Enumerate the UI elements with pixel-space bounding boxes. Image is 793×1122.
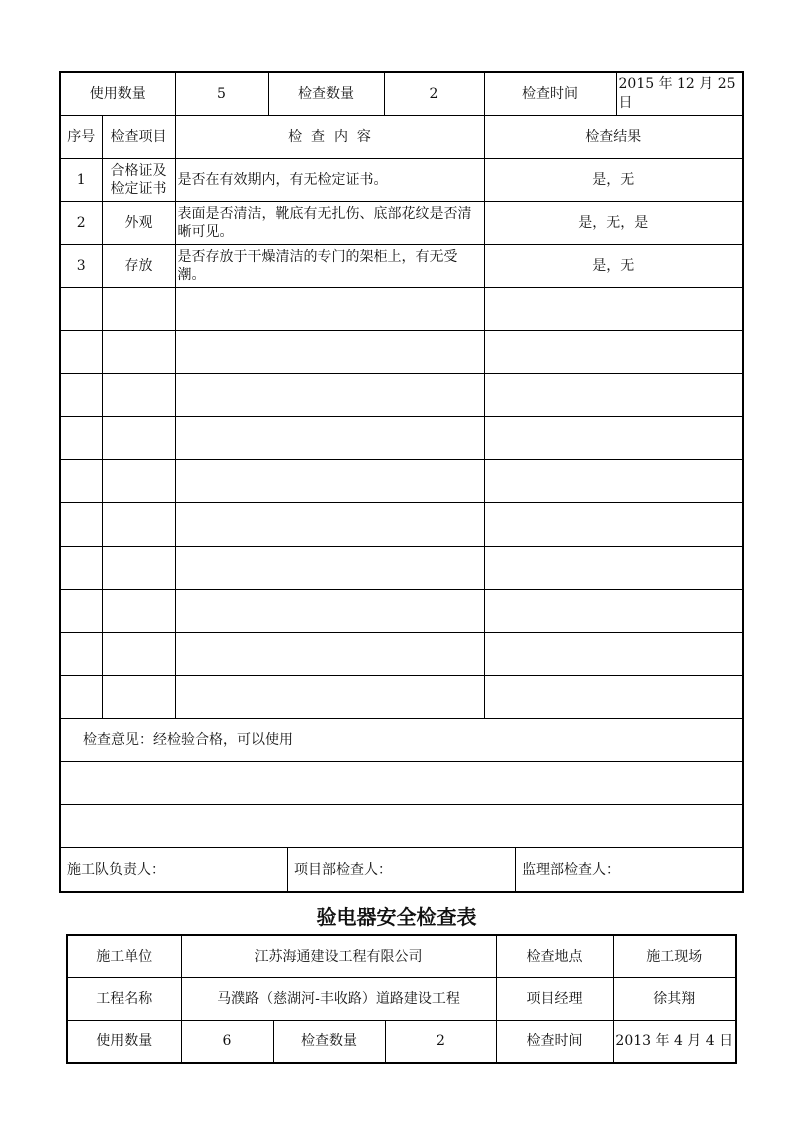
empty-row bbox=[60, 287, 743, 330]
row-content: 是否在有效期内，有无检定证书。 bbox=[175, 158, 484, 201]
location-label: 检查地点 bbox=[496, 935, 613, 978]
empty-row bbox=[60, 331, 743, 374]
signature-row bbox=[60, 848, 743, 893]
project-value: 马濮路（慈湖河-丰收路）道路建设工程 bbox=[181, 978, 496, 1021]
empty-cell bbox=[484, 460, 743, 503]
manager-label: 项目经理 bbox=[496, 978, 613, 1021]
empty-cell bbox=[60, 374, 102, 417]
empty-cell bbox=[60, 632, 102, 675]
row-item: 存放 bbox=[102, 244, 175, 287]
empty-row bbox=[60, 632, 743, 675]
empty-cell bbox=[175, 546, 484, 589]
check-time-value: 2013 年 4 月 4 日 bbox=[613, 1020, 736, 1063]
empty-cell bbox=[484, 331, 743, 374]
check-count-label: 检查数量 bbox=[268, 72, 384, 115]
empty-cell bbox=[60, 675, 102, 718]
empty-row bbox=[60, 374, 743, 417]
usage-label: 使用数量 bbox=[60, 72, 175, 115]
empty-cell bbox=[175, 331, 484, 374]
project-label: 工程名称 bbox=[67, 978, 181, 1021]
row-content: 是否存放于干燥清洁的专门的架柜上，有无受潮。 bbox=[175, 244, 484, 287]
header-no: 序号 bbox=[60, 115, 102, 158]
row-no: 2 bbox=[60, 201, 102, 244]
blank-cell bbox=[60, 762, 743, 805]
row-no: 3 bbox=[60, 244, 102, 287]
unit-label: 施工单位 bbox=[67, 935, 181, 978]
usage-label: 使用数量 bbox=[67, 1020, 181, 1063]
check-time-label: 检查时间 bbox=[484, 72, 616, 115]
header-row bbox=[60, 115, 743, 158]
row-content: 表面是否清洁，靴底有无扎伤、底部花纹是否清晰可见。 bbox=[175, 201, 484, 244]
empty-cell bbox=[175, 632, 484, 675]
check-time-label: 检查时间 bbox=[496, 1020, 613, 1063]
empty-cell bbox=[102, 460, 175, 503]
opinion-row bbox=[60, 718, 743, 761]
signature-cell bbox=[60, 848, 743, 893]
row-result: 是，无 bbox=[484, 158, 743, 201]
empty-cell bbox=[60, 503, 102, 546]
empty-cell bbox=[102, 632, 175, 675]
empty-row bbox=[60, 460, 743, 503]
empty-cell bbox=[175, 374, 484, 417]
empty-cell bbox=[484, 417, 743, 460]
unit-row bbox=[67, 935, 736, 978]
empty-cell bbox=[175, 675, 484, 718]
page-title: 验电器安全检查表 bbox=[316, 905, 477, 929]
empty-cell bbox=[60, 589, 102, 632]
check-count-label: 检查数量 bbox=[273, 1020, 385, 1063]
inspection-table-2 bbox=[66, 934, 737, 1064]
blank-cell bbox=[60, 805, 743, 848]
empty-row bbox=[60, 675, 743, 718]
empty-cell bbox=[175, 589, 484, 632]
team-leader-signature: 施工队负责人： bbox=[61, 848, 288, 891]
empty-row bbox=[60, 589, 743, 632]
empty-cell bbox=[102, 287, 175, 330]
empty-row bbox=[60, 546, 743, 589]
header-item: 检查项目 bbox=[102, 115, 175, 158]
summary-row bbox=[60, 72, 743, 115]
empty-cell bbox=[484, 503, 743, 546]
empty-cell bbox=[102, 331, 175, 374]
empty-cell bbox=[484, 546, 743, 589]
location-value: 施工现场 bbox=[613, 935, 736, 978]
supervisor-inspector-signature: 监理部检查人： bbox=[522, 861, 620, 878]
empty-cell bbox=[102, 374, 175, 417]
blank-row bbox=[60, 805, 743, 848]
empty-cell bbox=[60, 331, 102, 374]
empty-cell bbox=[60, 417, 102, 460]
blank-row bbox=[60, 762, 743, 805]
opinion-text: 检查意见：经检验合格，可以使用 bbox=[60, 718, 743, 761]
check-count-value: 2 bbox=[385, 1020, 496, 1063]
manager-value: 徐其翔 bbox=[613, 978, 736, 1021]
table-row bbox=[60, 244, 743, 287]
check-count-value: 2 bbox=[384, 72, 484, 115]
usage-row bbox=[67, 1020, 736, 1063]
table-row bbox=[60, 158, 743, 201]
empty-cell bbox=[60, 546, 102, 589]
empty-row bbox=[60, 417, 743, 460]
row-item: 合格证及检定证书 bbox=[102, 158, 175, 201]
empty-cell bbox=[102, 589, 175, 632]
empty-cell bbox=[484, 632, 743, 675]
empty-cell bbox=[175, 417, 484, 460]
empty-cell bbox=[484, 589, 743, 632]
inspection-table-1 bbox=[59, 71, 744, 893]
empty-cell bbox=[102, 417, 175, 460]
signature-wrap bbox=[61, 848, 742, 891]
empty-cell bbox=[484, 287, 743, 330]
empty-cell bbox=[60, 460, 102, 503]
empty-cell bbox=[60, 287, 102, 330]
table-row bbox=[60, 201, 743, 244]
header-content: 检 查 内 容 bbox=[175, 115, 484, 158]
empty-cell bbox=[484, 374, 743, 417]
empty-cell bbox=[175, 287, 484, 330]
row-item: 外观 bbox=[102, 201, 175, 244]
usage-value: 5 bbox=[175, 72, 268, 115]
empty-cell bbox=[175, 503, 484, 546]
empty-cell bbox=[484, 675, 743, 718]
empty-cell bbox=[102, 675, 175, 718]
empty-row bbox=[60, 503, 743, 546]
row-result: 是，无 bbox=[484, 244, 743, 287]
empty-cell bbox=[175, 460, 484, 503]
unit-value: 江苏海通建设工程有限公司 bbox=[181, 935, 496, 978]
check-time-value: 2015 年 12 月 25 日 bbox=[616, 72, 743, 115]
row-no: 1 bbox=[60, 158, 102, 201]
usage-value: 6 bbox=[181, 1020, 273, 1063]
empty-cell bbox=[102, 546, 175, 589]
project-row bbox=[67, 978, 736, 1021]
header-result: 检查结果 bbox=[484, 115, 743, 158]
project-inspector-signature: 项目部检查人： bbox=[288, 848, 516, 891]
row-result: 是，无，是 bbox=[484, 201, 743, 244]
empty-cell bbox=[102, 503, 175, 546]
